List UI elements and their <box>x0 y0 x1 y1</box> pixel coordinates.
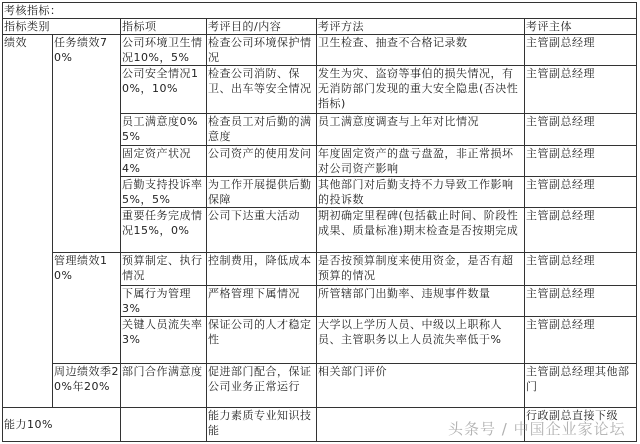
cell-subject: 主管副总经理其他部门 <box>525 364 637 408</box>
header-item: 指标项 <box>121 19 207 35</box>
cell-method: 相关部门评价 <box>317 364 525 408</box>
header-category: 指标类别 <box>3 19 121 35</box>
cell-method: 其他部门对后勤支持不力导致工作影响的投诉数 <box>317 177 525 208</box>
cell-item: 下属行为管理3% <box>121 286 207 317</box>
cell-purpose: 检查公司消防、保卫、出车等安全情况 <box>207 66 317 114</box>
cell-item: 公司环境卫生情况10%，5% <box>121 35 207 66</box>
header-method: 考评方法 <box>317 19 525 35</box>
cell-item: 固定资产状况4% <box>121 146 207 177</box>
cell-item: 重要任务完成情况15%，0% <box>121 208 207 253</box>
header-purpose: 考评目的/内容 <box>207 19 317 35</box>
cell-subject: 行政副总直接下级 <box>525 408 637 442</box>
cell-method: 年度固定资产的盘亏盘盈，非正常损坏对公司资产影响 <box>317 146 525 177</box>
cell-purpose: 公司资产的使用发问 <box>207 146 317 177</box>
cell-method: 大学以上学历人员、中级以上职称人员、主管职务以上人员流失率低于% <box>317 317 525 364</box>
cell-purpose: 检查公司环境保护情况 <box>207 35 317 66</box>
cell-item: 公司安全情况10%，10% <box>121 66 207 114</box>
cell-subject: 主管副总经理 <box>525 177 637 208</box>
cell-item: 后勤支持投诉率5%，5% <box>121 177 207 208</box>
header-subject: 考评主体 <box>525 19 637 35</box>
cell-subject: 主管副总经理 <box>525 286 637 317</box>
cell-item: 员工满意度0%5% <box>121 114 207 146</box>
category-management: 管理绩效10% <box>53 253 121 364</box>
watermark: 头条号 / 中国企业家论坛 <box>448 420 626 438</box>
cell-subject: 主管副总经理 <box>525 146 637 177</box>
cell-item: 部门合作满意度 <box>121 364 207 408</box>
cell-method: 是否按预算制度来使用资金，是否有超预算的情况 <box>317 253 525 286</box>
cell-method: 发生为灾、盗窃等事伯的损失情况，有无消防部门发现的重大安全隐患(否决性指标) <box>317 66 525 114</box>
cell-purpose: 能力素质专业知识技能 <box>207 408 317 442</box>
cell-purpose: 检查员工对后勤的满意度 <box>207 114 317 146</box>
cell-method: 卫生检查、抽查不合格记录数 <box>317 35 525 66</box>
cell-item: 关键人员流失率3% <box>121 317 207 364</box>
cell-purpose: 控制费用，降低成本 <box>207 253 317 286</box>
cell-method: 员工满意度调查与上年对比情况 <box>317 114 525 146</box>
cell-subject: 主管副总经理 <box>525 253 637 286</box>
cell-purpose: 促进部门配合，保证公司业务正常运行 <box>207 364 317 408</box>
cell-item: 预算制定、执行情况 <box>121 253 207 286</box>
cell-subject: 主管副总经理 <box>525 208 637 253</box>
category-performance: 绩效 <box>3 35 53 408</box>
cell-method: 期初确定里程碑(包括截止时间、阶段性成果、质量标准)期末检查是否按期完成 <box>317 208 525 253</box>
kpi-table <box>2 2 637 442</box>
table-title: 考核指标： <box>3 3 637 19</box>
category-peripheral: 周边绩效季20%年20% <box>53 364 121 408</box>
cell-subject: 主管副总经理 <box>525 35 637 66</box>
cell-subject: 主管副总经理 <box>525 114 637 146</box>
category-task: 任务绩效70% <box>53 35 121 253</box>
cell-purpose: 公司下达重大活动 <box>207 208 317 253</box>
category-ability: 能力10% <box>3 408 121 442</box>
cell-purpose: 保证公司的人才稳定性 <box>207 317 317 364</box>
cell-purpose: 为工作开展提供后勤保障 <box>207 177 317 208</box>
cell-subject: 主管副总经理 <box>525 66 637 114</box>
cell-subject: 主管副总经理 <box>525 317 637 364</box>
cell-method: 所管辖部门出勤率、违规事件数量 <box>317 286 525 317</box>
cell-item <box>121 408 207 442</box>
cell-purpose: 严格管理下属情况 <box>207 286 317 317</box>
